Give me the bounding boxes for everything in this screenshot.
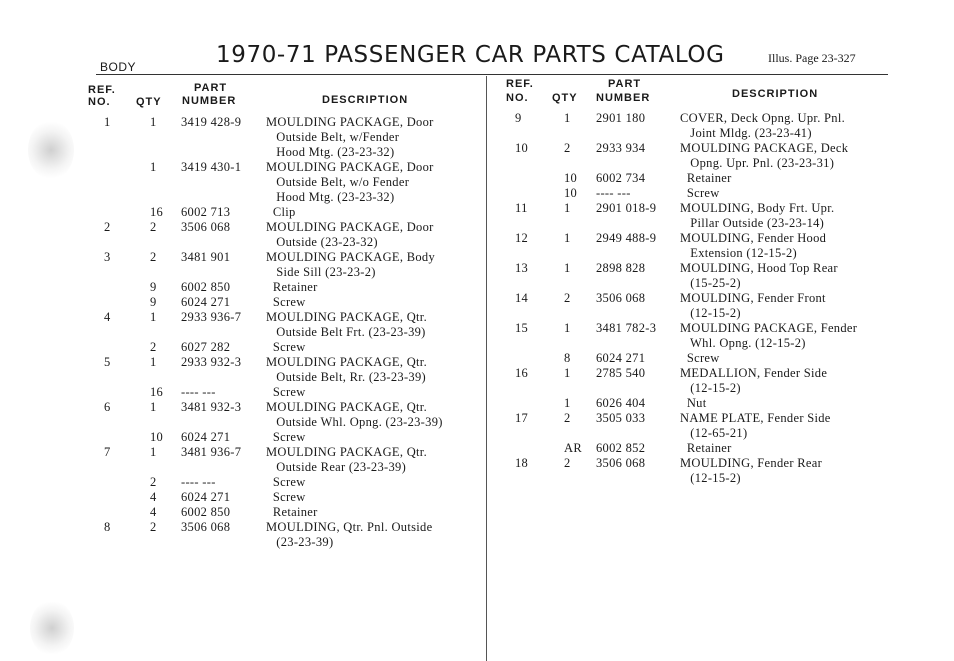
part-description: MOULDING, Fender Rear (12-15-2) [680,456,823,485]
ref-header-bottom: NO. [88,96,111,108]
part-description: Screw [266,385,306,399]
section-label: BODY [100,60,137,74]
ref-number: 17 [515,411,529,425]
quantity: 1 [150,355,157,369]
scan-smudge-top [28,120,74,180]
part-number: ---- --- [596,186,631,200]
part-number: 6026 404 [596,396,646,410]
part-number: 3481 936-7 [181,445,242,459]
part-number: 3506 068 [181,520,231,534]
quantity: 1 [564,366,571,380]
part-description: MOULDING, Fender Hood Extension (12-15-2) [680,231,827,260]
quantity: 10 [564,186,578,200]
part-number: 2901 180 [596,111,646,125]
part-description: Screw [266,475,306,489]
part-description: Screw [266,295,306,309]
quantity: 10 [564,171,578,185]
part-header-top: PART [194,82,228,94]
quantity: 1 [564,231,571,245]
part-number: 6002 713 [181,205,231,219]
scan-smudge-bottom [30,600,74,656]
part-number: 6002 852 [596,441,646,455]
part-description: MOULDING, Qtr. Pnl. Outside (23-23-39) [266,520,433,549]
quantity: 2 [150,340,157,354]
part-number: ---- --- [181,385,216,399]
part-number: 2933 936-7 [181,310,242,324]
quantity: 9 [150,295,157,309]
part-number: 3506 068 [181,220,231,234]
ref-number: 1 [104,115,111,129]
part-description: Screw [266,490,306,504]
part-number: 6024 271 [596,351,646,365]
ref-number: 11 [515,201,528,215]
part-description: MOULDING, Body Frt. Upr. Pillar Outside (23-23-14) [680,201,835,230]
quantity: 10 [150,430,164,444]
parts-column-left [84,78,484,549]
ref-number: 12 [515,231,529,245]
column-headers-right [500,78,900,114]
part-number: 2898 828 [596,261,646,275]
ref-number: 16 [515,366,529,380]
part-description: MOULDING PACKAGE, Body Side Sill (23-23-2) [266,250,435,279]
quantity: 2 [150,520,157,534]
part-header-top: PART [608,78,642,90]
page-title: 1970-71 PASSENGER CAR PARTS CATALOG [216,42,725,68]
quantity: 1 [150,310,157,324]
part-header-bottom: NUMBER [596,92,651,104]
part-description: MOULDING PACKAGE, Door Outside Belt, w/Fender Hood Mtg. (23-23-32) [266,115,434,159]
qty-header: QTY [552,92,578,104]
part-description: COVER, Deck Opng. Upr. Pnl. Joint Mldg. (23-23-41) [680,111,846,140]
part-number: 2949 488-9 [596,231,657,245]
part-description: Nut [680,396,707,410]
quantity: 1 [564,111,571,125]
quantity: 1 [564,201,571,215]
part-number: 2901 018-9 [596,201,657,215]
part-number: 3506 068 [596,456,646,470]
quantity: 1 [150,160,157,174]
quantity: 1 [564,261,571,275]
quantity: AR [564,441,582,455]
part-description: Retainer [266,505,318,519]
ref-number: 3 [104,250,111,264]
ref-header-top: REF. [88,84,116,96]
quantity: 1 [564,321,571,335]
part-number: 2785 540 [596,366,646,380]
quantity: 2 [150,250,157,264]
quantity: 2 [150,475,157,489]
part-number: 6027 282 [181,340,231,354]
ref-number: 9 [515,111,522,125]
quantity: 4 [150,505,157,519]
part-description: Screw [680,351,720,365]
part-number: 3419 430-1 [181,160,242,174]
part-description: MOULDING PACKAGE, Qtr. Outside Belt Frt. (23-23-39) [266,310,428,339]
part-number: 6024 271 [181,295,231,309]
quantity: 16 [150,205,164,219]
ref-number: 13 [515,261,529,275]
part-number: 3481 932-3 [181,400,242,414]
part-description: MOULDING, Fender Front (12-15-2) [680,291,826,320]
quantity: 1 [564,396,571,410]
part-number: 6002 850 [181,280,231,294]
part-description: MOULDING PACKAGE, Qtr. Outside Belt, Rr. (23-23-39) [266,355,428,384]
part-number: 6024 271 [181,430,231,444]
ref-number: 2 [104,220,111,234]
part-description: MOULDING PACKAGE, Qtr. Outside Rear (23-23-39) [266,445,428,474]
part-description: MOULDING PACKAGE, Fender Whl. Opng. (12-15-2) [680,321,858,350]
part-number: 3505 033 [596,411,646,425]
part-description: Screw [266,340,306,354]
part-description: MOULDING PACKAGE, Qtr. Outside Whl. Opng. (23-23-39) [266,400,443,429]
quantity: 8 [564,351,571,365]
part-number: 3419 428-9 [181,115,242,129]
part-number: 3481 782-3 [596,321,657,335]
ref-number: 8 [104,520,111,534]
quantity: 2 [564,411,571,425]
part-description: MOULDING PACKAGE, Deck Opng. Upr. Pnl. (23-23-31) [680,141,849,170]
ref-number: 7 [104,445,111,459]
quantity: 2 [564,456,571,470]
column-headers-left [84,78,484,114]
part-description: Retainer [680,441,732,455]
part-description: Screw [680,186,720,200]
quantity: 2 [150,220,157,234]
quantity: 4 [150,490,157,504]
ref-number: 15 [515,321,529,335]
part-description: MOULDING PACKAGE, Door Outside (23-23-32) [266,220,434,249]
part-number: 6002 850 [181,505,231,519]
part-description: MOULDING PACKAGE, Door Outside Belt, w/o Fender Hood Mtg. (23-23-32) [266,160,434,204]
part-number: 2933 932-3 [181,355,242,369]
part-description: MEDALLION, Fender Side (12-15-2) [680,366,828,395]
ref-number: 14 [515,291,529,305]
part-description: Retainer [266,280,318,294]
part-description: Clip [266,205,296,219]
description-header: DESCRIPTION [732,88,819,100]
quantity: 1 [150,400,157,414]
ref-number: 18 [515,456,529,470]
illus-page-ref: Illus. Page 23-327 [768,51,856,65]
parts-column-right [500,78,900,485]
quantity: 16 [150,385,164,399]
quantity: 1 [150,115,157,129]
quantity: 2 [564,141,571,155]
part-number: ---- --- [181,475,216,489]
part-header-bottom: NUMBER [182,95,237,107]
part-number: 3506 068 [596,291,646,305]
qty-header: QTY [136,96,162,108]
header-rule [96,74,888,75]
ref-number: 5 [104,355,111,369]
description-header: DESCRIPTION [322,94,409,106]
part-description: NAME PLATE, Fender Side (12-65-21) [680,411,831,440]
quantity: 1 [150,445,157,459]
quantity: 9 [150,280,157,294]
ref-header-top: REF. [506,78,534,90]
ref-number: 10 [515,141,529,155]
ref-header-bottom: NO. [506,92,529,104]
part-number: 6024 271 [181,490,231,504]
part-number: 3481 901 [181,250,231,264]
part-description: MOULDING, Hood Top Rear (15-25-2) [680,261,838,290]
part-number: 2933 934 [596,141,646,155]
part-description: Retainer [680,171,732,185]
ref-number: 4 [104,310,111,324]
column-divider [486,76,487,661]
quantity: 2 [564,291,571,305]
part-description: Screw [266,430,306,444]
ref-number: 6 [104,400,111,414]
part-number: 6002 734 [596,171,646,185]
